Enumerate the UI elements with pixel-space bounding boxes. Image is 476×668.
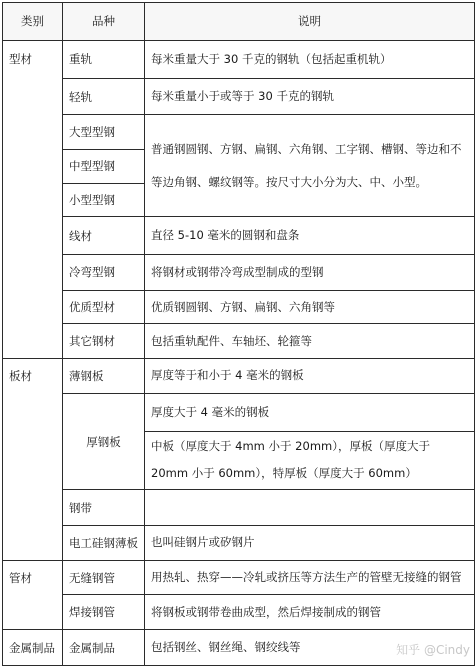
table-row <box>3 290 475 324</box>
table-row <box>3 526 475 561</box>
description-cell: 普通钢圆钢、方钢、扁钢、六角钢、工字钢、槽钢、等边和不等边角钢、螺纹钢等。按尺寸大小分为大、中、小型。 <box>145 115 475 217</box>
category-plate: 板材 <box>3 359 63 561</box>
variety-cell: 薄钢板 <box>63 359 145 394</box>
description-cell: 优质钢圆钢、方钢、扁钢、六角钢等 <box>145 290 475 324</box>
variety-cell: 厚钢板 <box>63 393 145 490</box>
variety-cell: 轻轨 <box>63 78 145 115</box>
table-row <box>3 595 475 630</box>
steel-classification-table <box>2 2 475 666</box>
description-cell: 每米重量大于 30 千克的钢轨（包括起重机轨） <box>145 40 475 78</box>
description-cell: 厚度等于和小于 4 毫米的钢板 <box>145 359 475 394</box>
description-cell: 每米重量小于或等于 30 千克的钢轨 <box>145 78 475 115</box>
variety-cell: 金属制品 <box>63 630 145 666</box>
header-description: 说明 <box>145 3 475 41</box>
table-row <box>3 490 475 526</box>
table-row <box>3 393 475 431</box>
header-category: 类别 <box>3 3 63 41</box>
table-row <box>3 324 475 359</box>
variety-cell: 大型型钢 <box>63 115 145 150</box>
description-cell: 包括重轨配件、车轴坯、轮箍等 <box>145 324 475 359</box>
variety-cell: 线材 <box>63 217 145 255</box>
category-profile: 型材 <box>3 40 63 358</box>
table-row <box>3 40 475 78</box>
table-row <box>3 115 475 150</box>
description-cell: 用热轧、热穿——冷轧或挤压等方法生产的管壁无接缝的钢管 <box>145 560 475 595</box>
description-cell: 将钢材或钢带冷弯成型制成的型钢 <box>145 255 475 291</box>
description-cell: 直径 5-10 毫米的圆钢和盘条 <box>145 217 475 255</box>
variety-cell: 其它钢材 <box>63 324 145 359</box>
header-variety: 品种 <box>63 3 145 41</box>
table-row <box>3 560 475 595</box>
variety-cell: 重轨 <box>63 40 145 78</box>
description-cell: 厚度大于 4 毫米的钢板 <box>145 393 475 431</box>
category-pipe: 管材 <box>3 560 63 629</box>
description-cell: 中板（厚度大于 4mm 小于 20mm），厚板（厚度大于 20mm 小于 60mm），特厚板（厚度大于 60mm） <box>145 431 475 490</box>
variety-cell: 优质型材 <box>63 290 145 324</box>
table-row <box>3 78 475 115</box>
table-row <box>3 359 475 394</box>
variety-cell: 小型型钢 <box>63 183 145 217</box>
variety-cell: 电工硅钢薄板 <box>63 526 145 561</box>
description-cell: 将钢板或钢带卷曲成型，然后焊接制成的钢管 <box>145 595 475 630</box>
description-cell: 包括钢丝、钢丝绳、钢绞线等 <box>145 630 475 666</box>
header-row <box>3 3 475 41</box>
table-row <box>3 255 475 291</box>
variety-cell: 钢带 <box>63 490 145 526</box>
table-row <box>3 217 475 255</box>
category-metal-products: 金属制品 <box>3 630 63 666</box>
variety-cell: 焊接钢管 <box>63 595 145 630</box>
variety-cell: 冷弯型钢 <box>63 255 145 291</box>
watermark-text: 知乎 @Cindy <box>396 643 470 657</box>
description-cell <box>145 490 475 526</box>
variety-cell: 无缝钢管 <box>63 560 145 595</box>
variety-cell: 中型型钢 <box>63 150 145 184</box>
description-cell: 也叫硅钢片或矽钢片 <box>145 526 475 561</box>
